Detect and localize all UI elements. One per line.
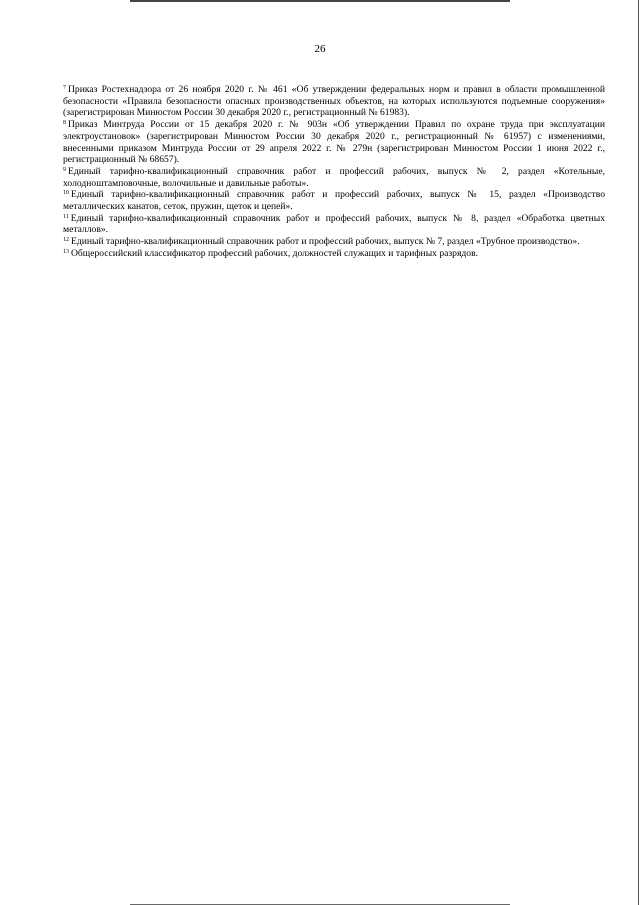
footnote-12 bbox=[63, 236, 605, 248]
footnote-10 bbox=[63, 189, 605, 212]
footnote-text: Общероссийский классификатор профессий рабочих, должностей служащих и тарифных разрядов. bbox=[71, 247, 478, 259]
footnote-text: Приказ Ростехнадзора от 26 ноября 2020 г. № 461 «Об утверждении федеральных норм и правил в области промышленной безопасности «Правила безопасности опасных производственных объектов, на которых используются подъемные сооружения» (зарегистрирован Минюстом России 30 декабря 2020 г., регистрационный № 61983). bbox=[63, 84, 605, 119]
footnotes-section bbox=[63, 84, 605, 260]
footnote-marker: 7 bbox=[63, 85, 66, 91]
footnote-marker: 10 bbox=[63, 190, 69, 197]
footnote-marker: 8 bbox=[63, 120, 66, 127]
footnote-text: Единый тарифно-квалификационный справочник работ и профессий рабочих, выпуск № 7, раздел «Трубное производство». bbox=[71, 236, 580, 248]
footnote-marker: 9 bbox=[63, 166, 66, 173]
footnote-13 bbox=[63, 248, 605, 260]
footnote-marker: 12 bbox=[63, 237, 69, 244]
scan-top-border bbox=[130, 0, 510, 2]
footnote-text: Единый тарифно-квалификационный справочник работ и профессий рабочих, выпуск № 2, раздел «Котельные, холодноштамповочные, волочильные и давильные работы». bbox=[63, 165, 605, 189]
page-number: 26 bbox=[314, 43, 326, 55]
footnote-text: Единый тарифно-квалификационный справочник работ и профессий рабочих, выпуск № 8, раздел «Обработка цветных металлов». bbox=[63, 212, 605, 236]
footnote-8 bbox=[63, 119, 605, 166]
footnote-7 bbox=[63, 84, 605, 119]
footnote-marker: 11 bbox=[63, 213, 69, 220]
footnote-marker: 13 bbox=[63, 248, 69, 255]
footnote-9 bbox=[63, 166, 605, 189]
footnote-11 bbox=[63, 213, 605, 236]
footnote-text: Приказ Минтруда России от 15 декабря 2020 г. № 903н «Об утверждении Правил по охране труда при эксплуатации электроустановок» (зарегистрирован Минюстом России 30 декабря 2020 г., регистрационный № 61957) с изменениями, внесенными приказом Минтруда России от 29 апреля 2022 г. № 279н (зарегистрирован Минюстом России 1 июня 2022 г., регистрационный № 68657). bbox=[63, 119, 605, 166]
footnote-text: Единый тарифно-квалификационный справочник работ и профессий рабочих, выпуск № 15, раздел «Производство металлических канатов, сеток, пружин, щеток и цепей». bbox=[63, 189, 605, 213]
scan-right-border bbox=[638, 0, 639, 905]
